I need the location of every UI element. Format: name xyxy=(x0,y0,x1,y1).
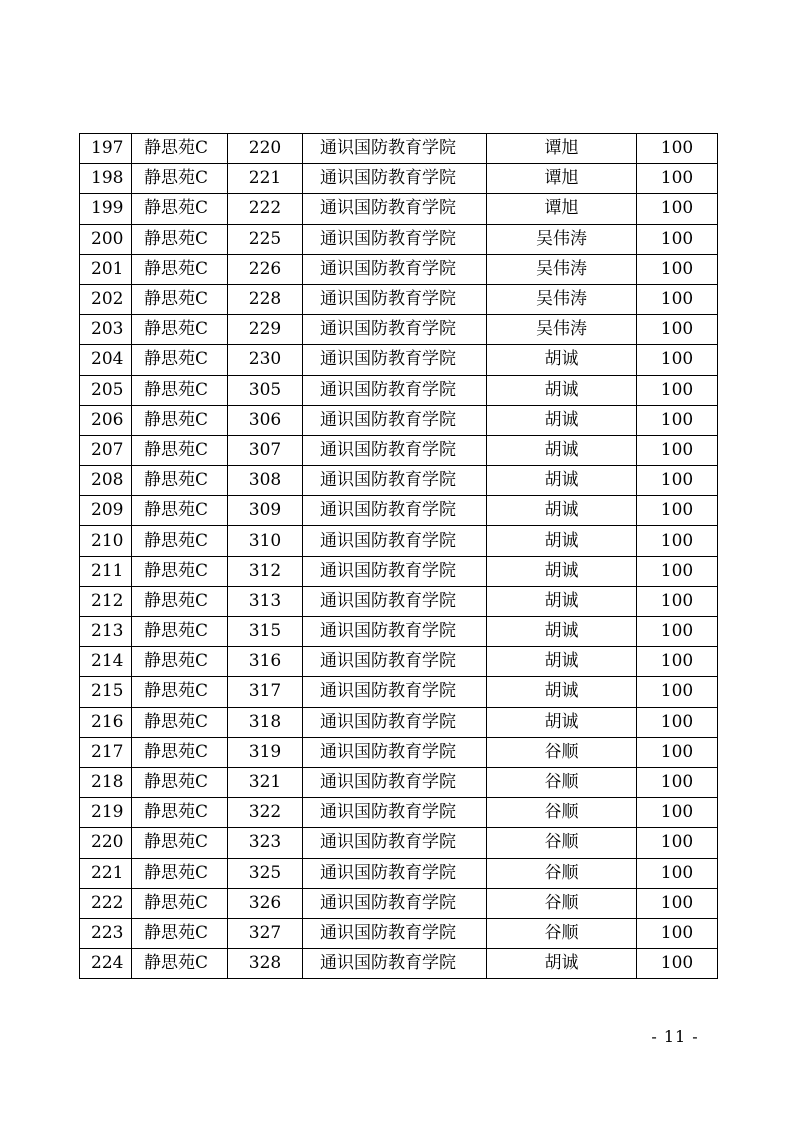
cell-building: 静思苑C xyxy=(132,858,228,888)
cell-college: 通识国防教育学院 xyxy=(303,164,487,194)
cell-number: 224 xyxy=(80,949,132,979)
table-row xyxy=(80,556,718,586)
cell-score: 100 xyxy=(637,164,718,194)
table-row xyxy=(80,345,718,375)
cell-number: 215 xyxy=(80,677,132,707)
cell-room: 321 xyxy=(228,767,303,797)
cell-room: 228 xyxy=(228,284,303,314)
cell-person: 胡诚 xyxy=(487,405,637,435)
cell-score: 100 xyxy=(637,526,718,556)
cell-person: 谷顺 xyxy=(487,798,637,828)
cell-room: 327 xyxy=(228,918,303,948)
cell-college: 通识国防教育学院 xyxy=(303,284,487,314)
cell-number: 200 xyxy=(80,224,132,254)
cell-building: 静思苑C xyxy=(132,375,228,405)
cell-score: 100 xyxy=(637,586,718,616)
cell-college: 通识国防教育学院 xyxy=(303,405,487,435)
cell-number: 201 xyxy=(80,254,132,284)
cell-person: 谷顺 xyxy=(487,858,637,888)
cell-college: 通识国防教育学院 xyxy=(303,315,487,345)
cell-room: 226 xyxy=(228,254,303,284)
cell-college: 通识国防教育学院 xyxy=(303,134,487,164)
cell-score: 100 xyxy=(637,254,718,284)
table-row xyxy=(80,194,718,224)
table-row xyxy=(80,798,718,828)
cell-room: 317 xyxy=(228,677,303,707)
cell-person: 谷顺 xyxy=(487,737,637,767)
cell-person: 胡诚 xyxy=(487,586,637,616)
cell-number: 216 xyxy=(80,707,132,737)
cell-score: 100 xyxy=(637,224,718,254)
cell-number: 207 xyxy=(80,435,132,465)
cell-number: 213 xyxy=(80,617,132,647)
cell-room: 307 xyxy=(228,435,303,465)
cell-number: 222 xyxy=(80,888,132,918)
cell-number: 219 xyxy=(80,798,132,828)
table-row xyxy=(80,526,718,556)
cell-person: 胡诚 xyxy=(487,345,637,375)
table-row xyxy=(80,707,718,737)
cell-building: 静思苑C xyxy=(132,224,228,254)
cell-room: 328 xyxy=(228,949,303,979)
cell-number: 212 xyxy=(80,586,132,616)
cell-score: 100 xyxy=(637,949,718,979)
cell-person: 胡诚 xyxy=(487,617,637,647)
table-row xyxy=(80,496,718,526)
cell-building: 静思苑C xyxy=(132,767,228,797)
cell-number: 211 xyxy=(80,556,132,586)
cell-college: 通识国防教育学院 xyxy=(303,888,487,918)
cell-college: 通识国防教育学院 xyxy=(303,767,487,797)
cell-score: 100 xyxy=(637,888,718,918)
cell-person: 吴伟涛 xyxy=(487,224,637,254)
cell-number: 204 xyxy=(80,345,132,375)
cell-building: 静思苑C xyxy=(132,556,228,586)
cell-college: 通识国防教育学院 xyxy=(303,798,487,828)
cell-score: 100 xyxy=(637,617,718,647)
table-row xyxy=(80,949,718,979)
cell-score: 100 xyxy=(637,345,718,375)
cell-score: 100 xyxy=(637,918,718,948)
cell-score: 100 xyxy=(637,194,718,224)
cell-score: 100 xyxy=(637,798,718,828)
cell-building: 静思苑C xyxy=(132,315,228,345)
cell-college: 通识国防教育学院 xyxy=(303,496,487,526)
table-body xyxy=(80,134,718,979)
table-row xyxy=(80,888,718,918)
cell-person: 谷顺 xyxy=(487,918,637,948)
cell-number: 209 xyxy=(80,496,132,526)
cell-college: 通识国防教育学院 xyxy=(303,435,487,465)
cell-person: 谷顺 xyxy=(487,888,637,918)
cell-room: 323 xyxy=(228,828,303,858)
table-row xyxy=(80,164,718,194)
cell-building: 静思苑C xyxy=(132,466,228,496)
cell-person: 胡诚 xyxy=(487,677,637,707)
cell-person: 胡诚 xyxy=(487,466,637,496)
cell-building: 静思苑C xyxy=(132,617,228,647)
cell-person: 吴伟涛 xyxy=(487,254,637,284)
cell-room: 229 xyxy=(228,315,303,345)
cell-building: 静思苑C xyxy=(132,888,228,918)
cell-building: 静思苑C xyxy=(132,164,228,194)
cell-room: 326 xyxy=(228,888,303,918)
cell-college: 通识国防教育学院 xyxy=(303,647,487,677)
cell-building: 静思苑C xyxy=(132,254,228,284)
table-row xyxy=(80,737,718,767)
cell-building: 静思苑C xyxy=(132,284,228,314)
table-row xyxy=(80,315,718,345)
cell-building: 静思苑C xyxy=(132,677,228,707)
cell-college: 通识国防教育学院 xyxy=(303,466,487,496)
cell-person: 胡诚 xyxy=(487,435,637,465)
cell-building: 静思苑C xyxy=(132,194,228,224)
cell-room: 325 xyxy=(228,858,303,888)
cell-building: 静思苑C xyxy=(132,828,228,858)
cell-person: 胡诚 xyxy=(487,949,637,979)
table-row xyxy=(80,134,718,164)
cell-college: 通识国防教育学院 xyxy=(303,194,487,224)
cell-number: 198 xyxy=(80,164,132,194)
cell-room: 316 xyxy=(228,647,303,677)
table-row xyxy=(80,284,718,314)
cell-score: 100 xyxy=(637,767,718,797)
cell-building: 静思苑C xyxy=(132,435,228,465)
cell-score: 100 xyxy=(637,858,718,888)
cell-college: 通识国防教育学院 xyxy=(303,345,487,375)
cell-college: 通识国防教育学院 xyxy=(303,586,487,616)
table-row xyxy=(80,677,718,707)
cell-number: 220 xyxy=(80,828,132,858)
cell-college: 通识国防教育学院 xyxy=(303,918,487,948)
cell-score: 100 xyxy=(637,405,718,435)
cell-score: 100 xyxy=(637,677,718,707)
cell-college: 通识国防教育学院 xyxy=(303,617,487,647)
table-row xyxy=(80,224,718,254)
cell-building: 静思苑C xyxy=(132,798,228,828)
cell-room: 225 xyxy=(228,224,303,254)
table-row xyxy=(80,647,718,677)
cell-person: 谷顺 xyxy=(487,767,637,797)
cell-college: 通识国防教育学院 xyxy=(303,858,487,888)
cell-number: 199 xyxy=(80,194,132,224)
cell-number: 208 xyxy=(80,466,132,496)
cell-room: 318 xyxy=(228,707,303,737)
cell-building: 静思苑C xyxy=(132,586,228,616)
cell-person: 胡诚 xyxy=(487,375,637,405)
cell-person: 胡诚 xyxy=(487,707,637,737)
cell-room: 312 xyxy=(228,556,303,586)
cell-room: 310 xyxy=(228,526,303,556)
cell-room: 222 xyxy=(228,194,303,224)
table-row xyxy=(80,405,718,435)
cell-room: 221 xyxy=(228,164,303,194)
table-row xyxy=(80,375,718,405)
cell-building: 静思苑C xyxy=(132,707,228,737)
cell-number: 217 xyxy=(80,737,132,767)
cell-room: 313 xyxy=(228,586,303,616)
cell-college: 通识国防教育学院 xyxy=(303,375,487,405)
cell-college: 通识国防教育学院 xyxy=(303,254,487,284)
cell-college: 通识国防教育学院 xyxy=(303,526,487,556)
cell-college: 通识国防教育学院 xyxy=(303,224,487,254)
cell-number: 197 xyxy=(80,134,132,164)
cell-building: 静思苑C xyxy=(132,526,228,556)
cell-room: 230 xyxy=(228,345,303,375)
cell-building: 静思苑C xyxy=(132,918,228,948)
cell-college: 通识国防教育学院 xyxy=(303,828,487,858)
cell-person: 谭旭 xyxy=(487,134,637,164)
cell-number: 214 xyxy=(80,647,132,677)
cell-building: 静思苑C xyxy=(132,737,228,767)
cell-score: 100 xyxy=(637,466,718,496)
cell-number: 221 xyxy=(80,858,132,888)
cell-number: 218 xyxy=(80,767,132,797)
cell-person: 谷顺 xyxy=(487,828,637,858)
table-row xyxy=(80,586,718,616)
cell-score: 100 xyxy=(637,737,718,767)
cell-building: 静思苑C xyxy=(132,496,228,526)
cell-number: 223 xyxy=(80,918,132,948)
cell-score: 100 xyxy=(637,707,718,737)
table-row xyxy=(80,617,718,647)
table-row xyxy=(80,254,718,284)
cell-building: 静思苑C xyxy=(132,134,228,164)
cell-building: 静思苑C xyxy=(132,405,228,435)
cell-building: 静思苑C xyxy=(132,345,228,375)
cell-person: 胡诚 xyxy=(487,496,637,526)
cell-college: 通识国防教育学院 xyxy=(303,677,487,707)
cell-number: 210 xyxy=(80,526,132,556)
cell-score: 100 xyxy=(637,284,718,314)
cell-building: 静思苑C xyxy=(132,949,228,979)
dormitory-score-table xyxy=(79,133,718,979)
cell-room: 309 xyxy=(228,496,303,526)
cell-score: 100 xyxy=(637,315,718,345)
cell-number: 202 xyxy=(80,284,132,314)
cell-person: 胡诚 xyxy=(487,556,637,586)
table-row xyxy=(80,918,718,948)
cell-room: 319 xyxy=(228,737,303,767)
cell-room: 220 xyxy=(228,134,303,164)
cell-number: 205 xyxy=(80,375,132,405)
cell-room: 315 xyxy=(228,617,303,647)
page-number: - 11 - xyxy=(651,1027,699,1046)
cell-person: 谭旭 xyxy=(487,194,637,224)
cell-score: 100 xyxy=(637,647,718,677)
cell-person: 谭旭 xyxy=(487,164,637,194)
cell-college: 通识国防教育学院 xyxy=(303,707,487,737)
cell-score: 100 xyxy=(637,375,718,405)
cell-college: 通识国防教育学院 xyxy=(303,556,487,586)
table-row xyxy=(80,767,718,797)
cell-room: 322 xyxy=(228,798,303,828)
cell-score: 100 xyxy=(637,134,718,164)
table-row xyxy=(80,466,718,496)
table-row xyxy=(80,828,718,858)
cell-number: 203 xyxy=(80,315,132,345)
cell-person: 胡诚 xyxy=(487,526,637,556)
cell-score: 100 xyxy=(637,496,718,526)
cell-score: 100 xyxy=(637,435,718,465)
cell-person: 吴伟涛 xyxy=(487,284,637,314)
cell-room: 308 xyxy=(228,466,303,496)
cell-person: 胡诚 xyxy=(487,647,637,677)
cell-person: 吴伟涛 xyxy=(487,315,637,345)
cell-score: 100 xyxy=(637,828,718,858)
cell-college: 通识国防教育学院 xyxy=(303,949,487,979)
table-row xyxy=(80,858,718,888)
cell-building: 静思苑C xyxy=(132,647,228,677)
cell-room: 305 xyxy=(228,375,303,405)
cell-score: 100 xyxy=(637,556,718,586)
cell-number: 206 xyxy=(80,405,132,435)
table-row xyxy=(80,435,718,465)
cell-college: 通识国防教育学院 xyxy=(303,737,487,767)
cell-room: 306 xyxy=(228,405,303,435)
